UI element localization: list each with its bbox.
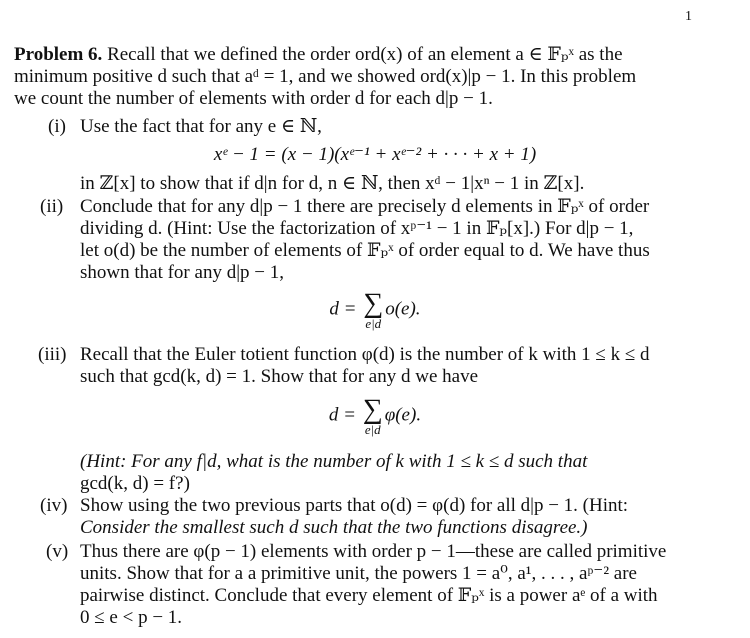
part-i-line-1: Use the fact that for any e ∈ ℕ, — [80, 116, 322, 137]
part-ii-display-equation — [0, 290, 750, 330]
summation-symbol: ∑ e|d — [363, 288, 384, 331]
part-iv-line-2: Consider the smallest such d such that the two functions disagree.) — [80, 517, 588, 538]
part-v-line-4: 0 ≤ e < p − 1. — [80, 607, 183, 628]
part-iii-hint-line-2: gcd(k, d) = f?) — [80, 473, 190, 494]
summation-subscript: e|d — [364, 422, 381, 437]
cut-off-text-line — [14, 628, 729, 638]
part-iii-display-rhs: φ(e). — [384, 404, 422, 426]
part-iii-label: (iii) — [38, 344, 67, 365]
part-ii-line-4: shown that for any d|p − 1, — [80, 262, 284, 283]
part-i-label: (i) — [48, 116, 66, 137]
problem-intro-line-3: we count the number of elements with order d for each d|p − 1. — [14, 88, 493, 109]
part-iii-hint-line-1: (Hint: For any f|d, what is the number of k with 1 ≤ k ≤ d such that — [80, 451, 588, 472]
part-v-line-2: units. Show that for a a primitive unit, the powers 1 = a⁰, a¹, . . . , aᵖ⁻² are — [80, 563, 637, 584]
summation-symbol: ∑ e|d — [362, 394, 383, 437]
part-iii-display-equation — [0, 396, 750, 436]
page-number: 1 — [685, 9, 692, 24]
part-ii-line-3: let o(d) be the number of elements of 𝔽ₚˣ of order equal to d. We have thus — [80, 240, 650, 261]
part-v-line-3: pairwise distinct. Conclude that every element of 𝔽ₚˣ is a power aᵉ of a with — [80, 585, 658, 606]
part-ii-label: (ii) — [40, 196, 64, 217]
part-iv-label: (iv) — [40, 495, 68, 516]
part-ii-display-rhs: o(e). — [385, 298, 421, 320]
part-i-line-2: in ℤ[x] to show that if d|n for d, n ∈ ℕ, then xᵈ − 1|xⁿ − 1 in ℤ[x]. — [80, 173, 585, 194]
problem-heading: Problem 6. — [14, 44, 103, 65]
part-iii-line-1: Recall that the Euler totient function φ(d) is the number of k with 1 ≤ k ≤ d — [80, 344, 650, 365]
part-i-display-equation: xᵉ − 1 = (x − 1)(xᵉ⁻¹ + xᵉ⁻² + · · · + x + 1) — [213, 144, 537, 165]
part-iv-line-1: Show using the two previous parts that o(d) = φ(d) for all d|p − 1. (Hint: — [80, 495, 629, 516]
intro-text-1: Recall that we defined the order ord(x) of an element a ∈ 𝔽ₚˣ as the — [107, 44, 623, 65]
part-ii-line-1: Conclude that for any d|p − 1 there are precisely d elements in 𝔽ₚˣ of order — [80, 196, 650, 217]
part-v-line-1: Thus there are φ(p − 1) elements with order p − 1—these are called primitive — [80, 541, 667, 562]
part-ii-display-lhs: d = — [329, 298, 362, 320]
problem-intro-line-2: minimum positive d such that aᵈ = 1, and we showed ord(x)|p − 1. In this problem — [14, 66, 637, 87]
part-v-label: (v) — [46, 541, 69, 562]
problem-intro-line-1 — [14, 44, 623, 66]
part-iii-line-2: such that gcd(k, d) = 1. Show that for any d we have — [80, 366, 479, 387]
summation-subscript: e|d — [365, 316, 382, 331]
part-ii-line-2: dividing d. (Hint: Use the factorization of xᵖ⁻¹ − 1 in 𝔽ₚ[x].) For d|p − 1, — [80, 218, 634, 239]
part-iii-display-lhs: d = — [328, 404, 361, 426]
